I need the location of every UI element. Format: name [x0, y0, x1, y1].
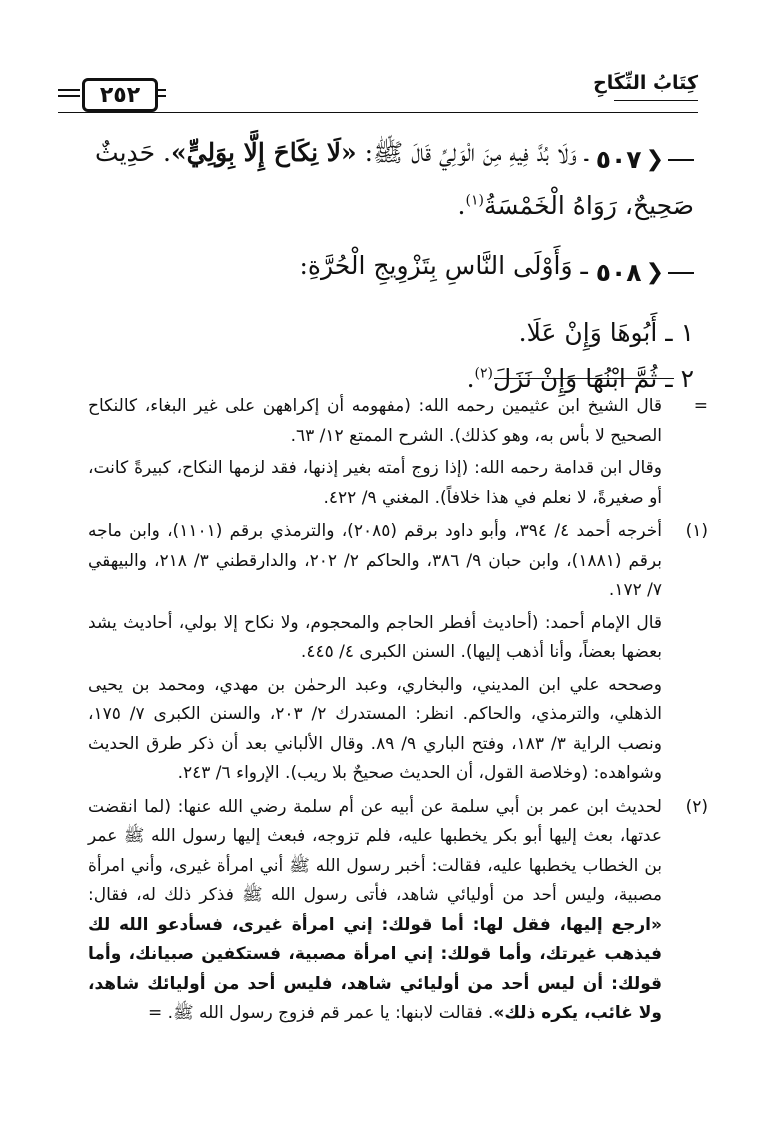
- hadith-quote: «لَا نِكَاحَ إِلَّا بِوَلِيٍّ»: [171, 138, 357, 167]
- footnote-continuation: [88, 392, 708, 513]
- list-number: ١: [680, 318, 694, 347]
- marker-bracket: ❮: [645, 147, 664, 172]
- footnote-ref: (١): [465, 192, 484, 209]
- footnote-paragraph: وقال ابن قدامة رحمه الله: (إذا زوج أمته بغير إذنها، فقد لزمها النكاح، كبيرةً كانت، أو صغيرةً، لا نعلم في هذا خلافاً). المغني ٩/ ٤٢٢.: [88, 458, 662, 508]
- list-text: ـ أَبُوهَا وَإِنْ عَلَا.: [518, 318, 673, 347]
- badge-rule: [158, 95, 166, 97]
- list-text: ـ ثُمَّ ابْنُهَا وَإِنْ نَزَلَ: [493, 364, 673, 393]
- entry-marker: [596, 250, 694, 296]
- footnote-text: . فقالت لابنها: يا عمر قم فزوج رسول الله ﷺ. =: [148, 1003, 494, 1023]
- continuation-marker: =: [693, 396, 708, 416]
- list-end: .: [466, 364, 475, 393]
- page-header: [58, 70, 698, 114]
- marker-dash: [668, 159, 694, 161]
- entry-marker: [596, 137, 694, 183]
- entry-507: [74, 130, 694, 229]
- footnote-ref: (٢): [474, 365, 494, 382]
- marker-bracket: ❮: [645, 260, 664, 285]
- title-underline: [614, 100, 698, 101]
- marker-dash: [668, 272, 694, 274]
- header-rule: [58, 112, 698, 113]
- page-number-badge: [58, 78, 208, 110]
- list-number: ٢: [680, 364, 694, 393]
- entry-text: ـ وَأَوْلَى النَّاسِ بِتَزْوِيجِ الْحُرَّةِ:: [299, 251, 588, 280]
- entry-end: .: [457, 191, 466, 220]
- list-item: [74, 310, 694, 356]
- entry-number: ٥٠٧: [595, 145, 642, 174]
- footnote-2: [88, 793, 708, 1029]
- entry-text: . حَدِيثٌ صَحِيحٌ، رَوَاهُ الْخَمْسَةُ: [95, 138, 694, 220]
- badge-rule: [58, 89, 80, 91]
- footnote-number: (١): [685, 521, 708, 541]
- badge-rule: [158, 89, 166, 91]
- footnotes: [88, 392, 708, 1033]
- footnote-paragraph: أخرجه أحمد ٤/ ٣٩٤، وأبو داود برقم (٢٠٨٥)، والترمذي برقم (١١٠١)، وابن ماجه برقم (١٨٨١)، وابن حبان ٩/ ٣٨٦، والحاكم ٢/ ٢٠٢، والدارقطني ٣/ ٢١٨، والبيهقي ٧/ ١٧٢.: [88, 521, 663, 600]
- footnote-separator: [494, 378, 674, 379]
- footnote-text: لحديث ابن عمر بن أبي سلمة عن أبيه عن أم سلمة رضي الله عنها: (لما انقضت عدتها، بعث إليها أبو بكر يخطبها عليه، فلم تزوجه، فبعث إليها رسول الله ﷺ عمر بن الخطاب يخطبها عليه، فقالت: أخبر رسول الله ﷺ أني امرأة غيرى، وأني امرأة مصبية، وليس أحد من أوليائي شاهد، فأتى رسول الله ﷺ فذكر ذلك له، فقال:: [88, 796, 662, 905]
- entry-508: [74, 243, 694, 296]
- entry-number: ٥٠٨: [595, 258, 642, 287]
- main-text: [74, 130, 694, 402]
- footnote-paragraph: [88, 793, 662, 1029]
- badge-rule: [58, 95, 80, 97]
- footnote-number: (٢): [685, 796, 708, 817]
- book-title: كِتَابُ النِّكَاحِ: [593, 72, 698, 94]
- entry-text: ـ وَلَا بُدَّ فِيهِ مِنَ الْوَلِيِّ قَالَ ﷺ:: [356, 138, 588, 167]
- footnote-1: [88, 517, 708, 789]
- footnote-paragraph: قال الشيخ ابن عثيمين رحمه الله: (مفهومه أن إكراههن على غير البغاء، كالنكاح الصحيح لا بأس به، وهو كذلك). الشرح الممتع ١٢/ ٦٣.: [88, 396, 662, 446]
- hadith-quote: «ارجع إليها، فقل لها: أما قولك: إني امرأة غيرى، فسأدعو الله لك فيذهب غيرتك، وأما قولك: إني امرأة مصبية، فستكفين صبيانك، وأما قولك: أن ليس أحد من أوليائي شاهد، فليس أحد من أوليائك شاهد، ولا غائب، يكره ذلك»: [88, 914, 662, 1023]
- footnote-paragraph: قال الإمام أحمد: (أحاديث أفطر الحاجم والمحجوم، ولا نكاح إلا بولي، أحاديث يشد بعضها بعضاً، وأنا أذهب إليها). السنن الكبرى ٤/ ٤٤٥.: [88, 612, 662, 662]
- page-number: ٢٥٢: [82, 78, 158, 112]
- footnote-paragraph: وصححه علي ابن المديني، والبخاري، وعبد الرحمٰن بن مهدي، ومحمد بن يحيى الذهلي، والترمذي، والحاكم. انظر: المستدرك ٢/ ٢٠٣، والسنن الكبرى ٧/ ١٧٥، ونصب الراية ٣/ ١٨٣، وفتح الباري ٩/ ٨٩. وقال الألباني بعد أن ذكر طرق الحديث وشواهده: (وخلاصة القول، أن الحديث صحيحٌ بلا ريب). الإرواء ٦/ ٢٤٣.: [88, 674, 663, 783]
